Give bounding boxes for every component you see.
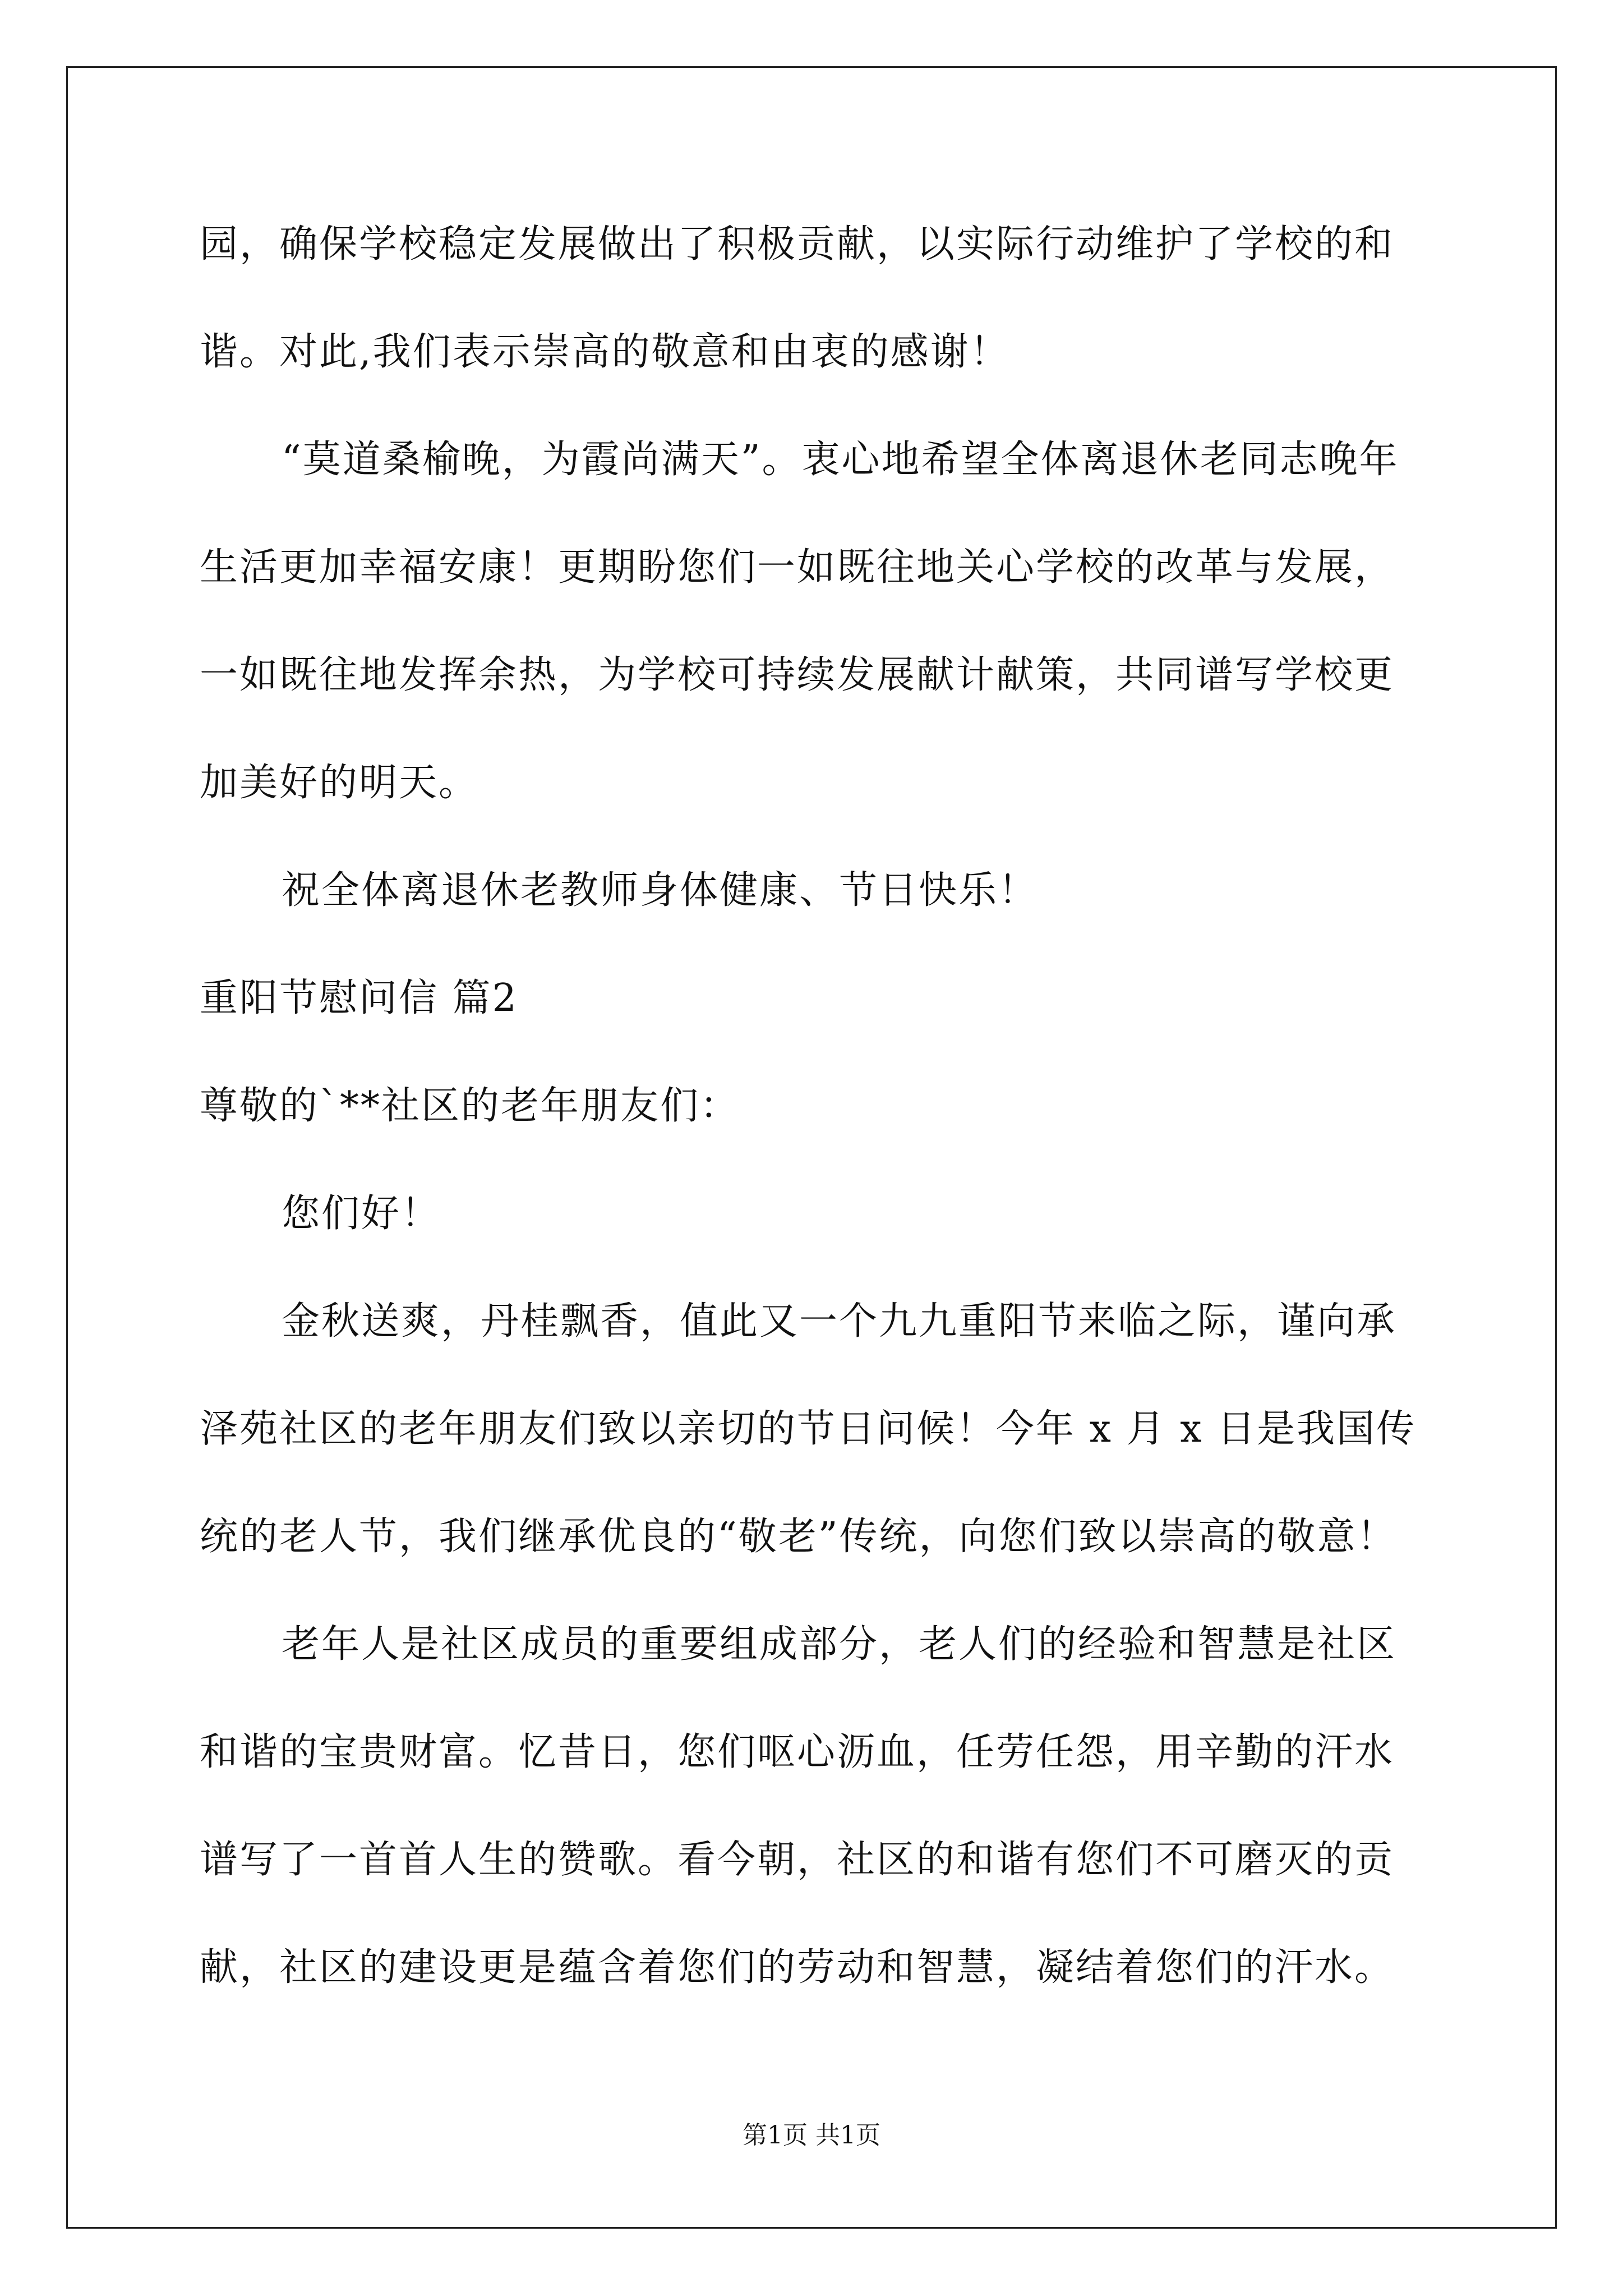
section-title: 重阳节慰问信 篇2 (200, 976, 518, 1020)
text-line: 园，确保学校稳定发展做出了积极贡献，以实际行动维护了学校的和 (200, 222, 1395, 266)
text-line: 金秋送爽，丹桂飘香，值此又一个九九重阳节来临之际，谨向承 (282, 1299, 1397, 1343)
text-line: 生活更加幸福安康！更期盼您们一如既往地关心学校的改革与发展， (200, 545, 1395, 590)
salutation: 尊敬的`**社区的老年朋友们： (200, 1084, 740, 1128)
text-line: 献，社区的建设更是蕴含着您们的劳动和智慧，凝结着您们的汗水。 (200, 1945, 1395, 1990)
text-line: 泽苑社区的老年朋友们致以亲切的节日问候！今年 x 月 x 日是我国传 (200, 1407, 1417, 1451)
text-line: 一如既往地发挥余热，为学校可持续发展献计献策，共同谱写学校更 (200, 653, 1395, 697)
text-line: 统的老人节，我们继承优良的“敬老”传统，向您们致以崇高的敬意！ (200, 1515, 1397, 1559)
page-number-footer: 第1页 共1页 (743, 2121, 880, 2150)
text-line: 祝全体离退休老教师身体健康、节日快乐！ (282, 868, 1039, 913)
text-line: 加美好的明天。 (200, 761, 479, 805)
text-line: 谱写了一首首人生的赞歌。看今朝，社区的和谐有您们不可磨灭的贡 (200, 1838, 1395, 1882)
text-line: 老年人是社区成员的重要组成部分，老人们的经验和智慧是社区 (282, 1622, 1397, 1667)
greeting: 您们好！ (282, 1191, 441, 1236)
text-line: 和谐的宝贵财富。忆昔日，您们呕心沥血，任劳任怨，用辛勤的汗水 (200, 1730, 1395, 1774)
text-line: 谐。对此,我们表示崇高的敬意和由衷的感谢！ (200, 330, 1010, 374)
text-line: “莫道桑榆晚，为霞尚满天”。衷心地希望全体离退休老同志晚年 (282, 438, 1399, 482)
document-body (200, 218, 1439, 1995)
